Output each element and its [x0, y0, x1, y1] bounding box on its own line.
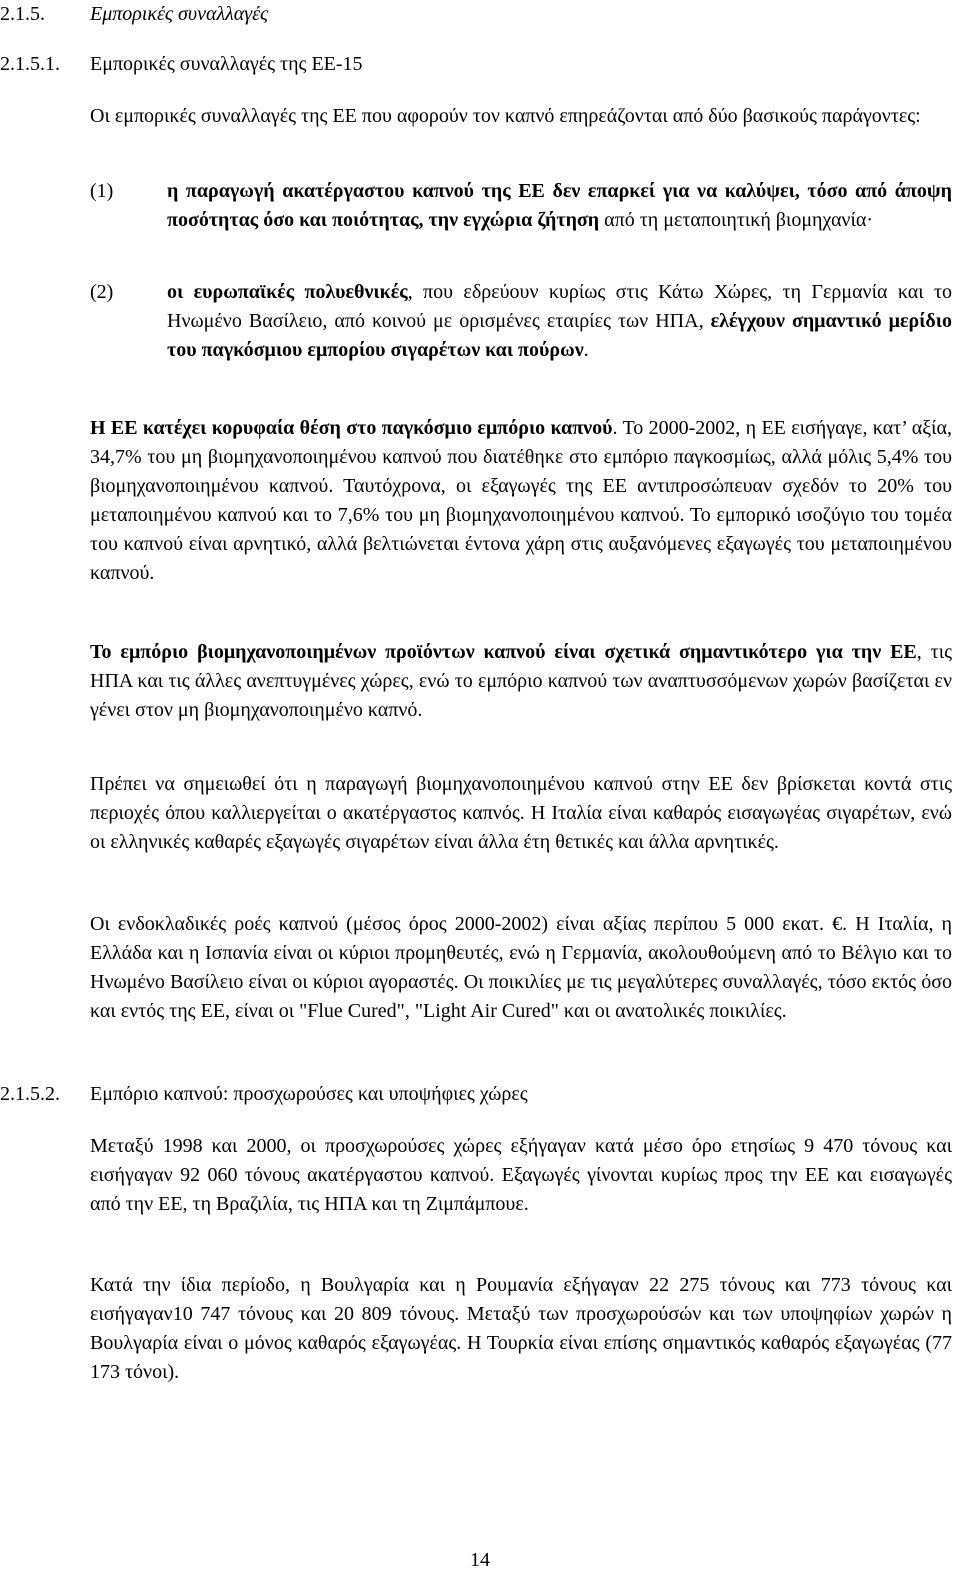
- factor-rest-text: από τη μεταποιητική βιομηχανία·: [599, 209, 873, 231]
- factor-bold-text-2: ελέγχουν σημαντικό μερίδιο του παγκόσμιου εμπορίου σιγαρέτων και πούρων: [167, 310, 952, 361]
- paragraph-bold-lead: Η ΕΕ κατέχει κορυφαία θέση στο παγκόσμιο εμπόριο καπνού: [90, 417, 613, 439]
- paragraph-manufactured-trade: [90, 638, 952, 725]
- paragraph-eu-trade-position: [90, 414, 952, 588]
- factor-item-2: [90, 278, 952, 365]
- factor-text: [167, 177, 952, 235]
- page-number: 14: [470, 1549, 490, 1571]
- factor-marker: (1): [90, 180, 114, 202]
- factor-text: [167, 278, 952, 365]
- factor-end-text: .: [583, 339, 589, 361]
- section-heading-2-1-5-1: [0, 50, 363, 79]
- section-title: Εμπορικές συναλλαγές: [90, 3, 269, 25]
- paragraph-bulgaria-romania: Κατά την ίδια περίοδο, η Βουλγαρία και η Ρουμανία εξήγαγαν 22 275 τόνους και 773 τόνους και εισήγαγαν10 747 τόνους και 20 809 τόνους. Μεταξύ των προσχωρούσών και των υποψηφίων χωρών η Βουλγαρία είναι ο μόνος καθαρός εξαγωγέας. Η Τουρκία είναι επίσης σημαντικός καθαρός εξαγωγέας (77 173 τόνοι).: [90, 1274, 952, 1383]
- intro-paragraph: Οι εμπορικές συναλλαγές της ΕΕ που αφορούν τον καπνό επηρεάζονται από δύο βασικούς παράγοντες:: [90, 105, 921, 127]
- section-title: Εμπόριο καπνού: προσχωρούσες και υποψήφιες χώρες: [90, 1083, 528, 1105]
- paragraph-production-location: Πρέπει να σημειωθεί ότι η παραγωγή βιομηχανοποιημένου καπνού στην ΕΕ δεν βρίσκεται κοντά στις περιοχές όπου καλλιεργείται ο ακατέργαστος καπνός. Η Ιταλία είναι καθαρός εισαγωγέας σιγαρέτων, ενώ οι ελληνικές καθαρές εξαγωγές σιγαρέτων είναι άλλα έτη θετικές και άλλα αρνητικές.: [90, 773, 952, 853]
- factor-bold-text: η παραγωγή ακατέργαστου καπνού της ΕΕ δεν επαρκεί για να καλύψει, τόσο από άποψη ποσότητας όσο και ποιότητας, την εγχώρια ζήτηση: [167, 180, 952, 231]
- factor-mid-text: , που εδρεύουν κυρίως στις Κάτω Χώρες, τη Γερμανία και το Ηνωμένο Βασίλειο, από κοινού με ορισμένες εταιρίες των ΗΠΑ,: [167, 281, 952, 332]
- factor-marker: (2): [90, 281, 114, 303]
- section-number: 2.1.5.: [0, 3, 45, 25]
- factor-bold-text: οι ευρωπαϊκές πολυεθνικές: [167, 281, 408, 303]
- paragraph-accession-trade: Μεταξύ 1998 και 2000, οι προσχωρούσες χώρες εξήγαγαν κατά μέσο όρο ετησίως 9 470 τόνους και εισήγαγαν 92 060 τόνους ακατέργαστου καπνού. Εξαγωγές γίνονται κυρίως προς την ΕΕ και εισαγωγές από την ΕΕ, τη Βραζιλία, τις ΗΠΑ και τη Ζιμπάμπουε.: [90, 1135, 952, 1215]
- paragraph-bold-lead: Το εμπόριο βιομηχανοποιημένων προϊόντων καπνού είναι σχετικά σημαντικότερο για την ΕΕ: [90, 641, 917, 663]
- paragraph-text: . Το 2000-2002, η ΕΕ εισήγαγε, κατ’ αξία, 34,7% του μη βιομηχανοποιημένου καπνού που διατέθηκε στο εμπόριο παγκοσμίως, αλλά μόλις 5,4% του βιομηχανοποιημένου καπνού. Ταυτόχρονα, οι εξαγωγές της ΕΕ αντιπροσώπευαν σχεδόν το 20% του μεταποιημένου καπνού και το 7,6% του μη βιομηχανοποιημένου καπνού. Το εμπορικό ισοζύγιο του τομέα του καπνού είναι αρνητικό, αλλά βελτιώνεται έντονα χάρη στις αυξανόμενες εξαγωγές του μεταποιημένου καπνού.: [90, 417, 952, 584]
- factor-item-1: [90, 177, 952, 235]
- section-number: 2.1.5.2.: [0, 1083, 60, 1105]
- section-title: Εμπορικές συναλλαγές της ΕΕ-15: [90, 53, 363, 75]
- paragraph-intra-sector-flows: Οι ενδοκλαδικές ροές καπνού (μέσος όρος 2000-2002) είναι αξίας περίπου 5 000 εκατ. €. Η Ιταλία, η Ελλάδα και η Ισπανία είναι οι κύριοι προμηθευτές, ενώ η Γερμανία, ακολουθούμενη από το Βέλγιο και το Ηνωμένο Βασίλειο είναι οι κύριοι αγοραστές. Οι ποικιλίες με τις μεγαλύτερες συναλλαγές, τόσο εκτός όσο και εντός της ΕΕ, είναι οι "Flue Cured", "Light Air Cured" και οι ανατολικές ποικιλίες.: [90, 913, 952, 1022]
- section-heading-2-1-5: [0, 0, 268, 29]
- paragraph-text: , τις ΗΠΑ και τις άλλες ανεπτυγμένες χώρες, ενώ το εμπόριο καπνού των αναπτυσσόμενων χωρών βασίζεται εν γένει στον μη βιομηχανοποιημένο καπνό.: [90, 641, 952, 721]
- section-number: 2.1.5.1.: [0, 53, 60, 75]
- section-heading-2-1-5-2: [0, 1080, 528, 1109]
